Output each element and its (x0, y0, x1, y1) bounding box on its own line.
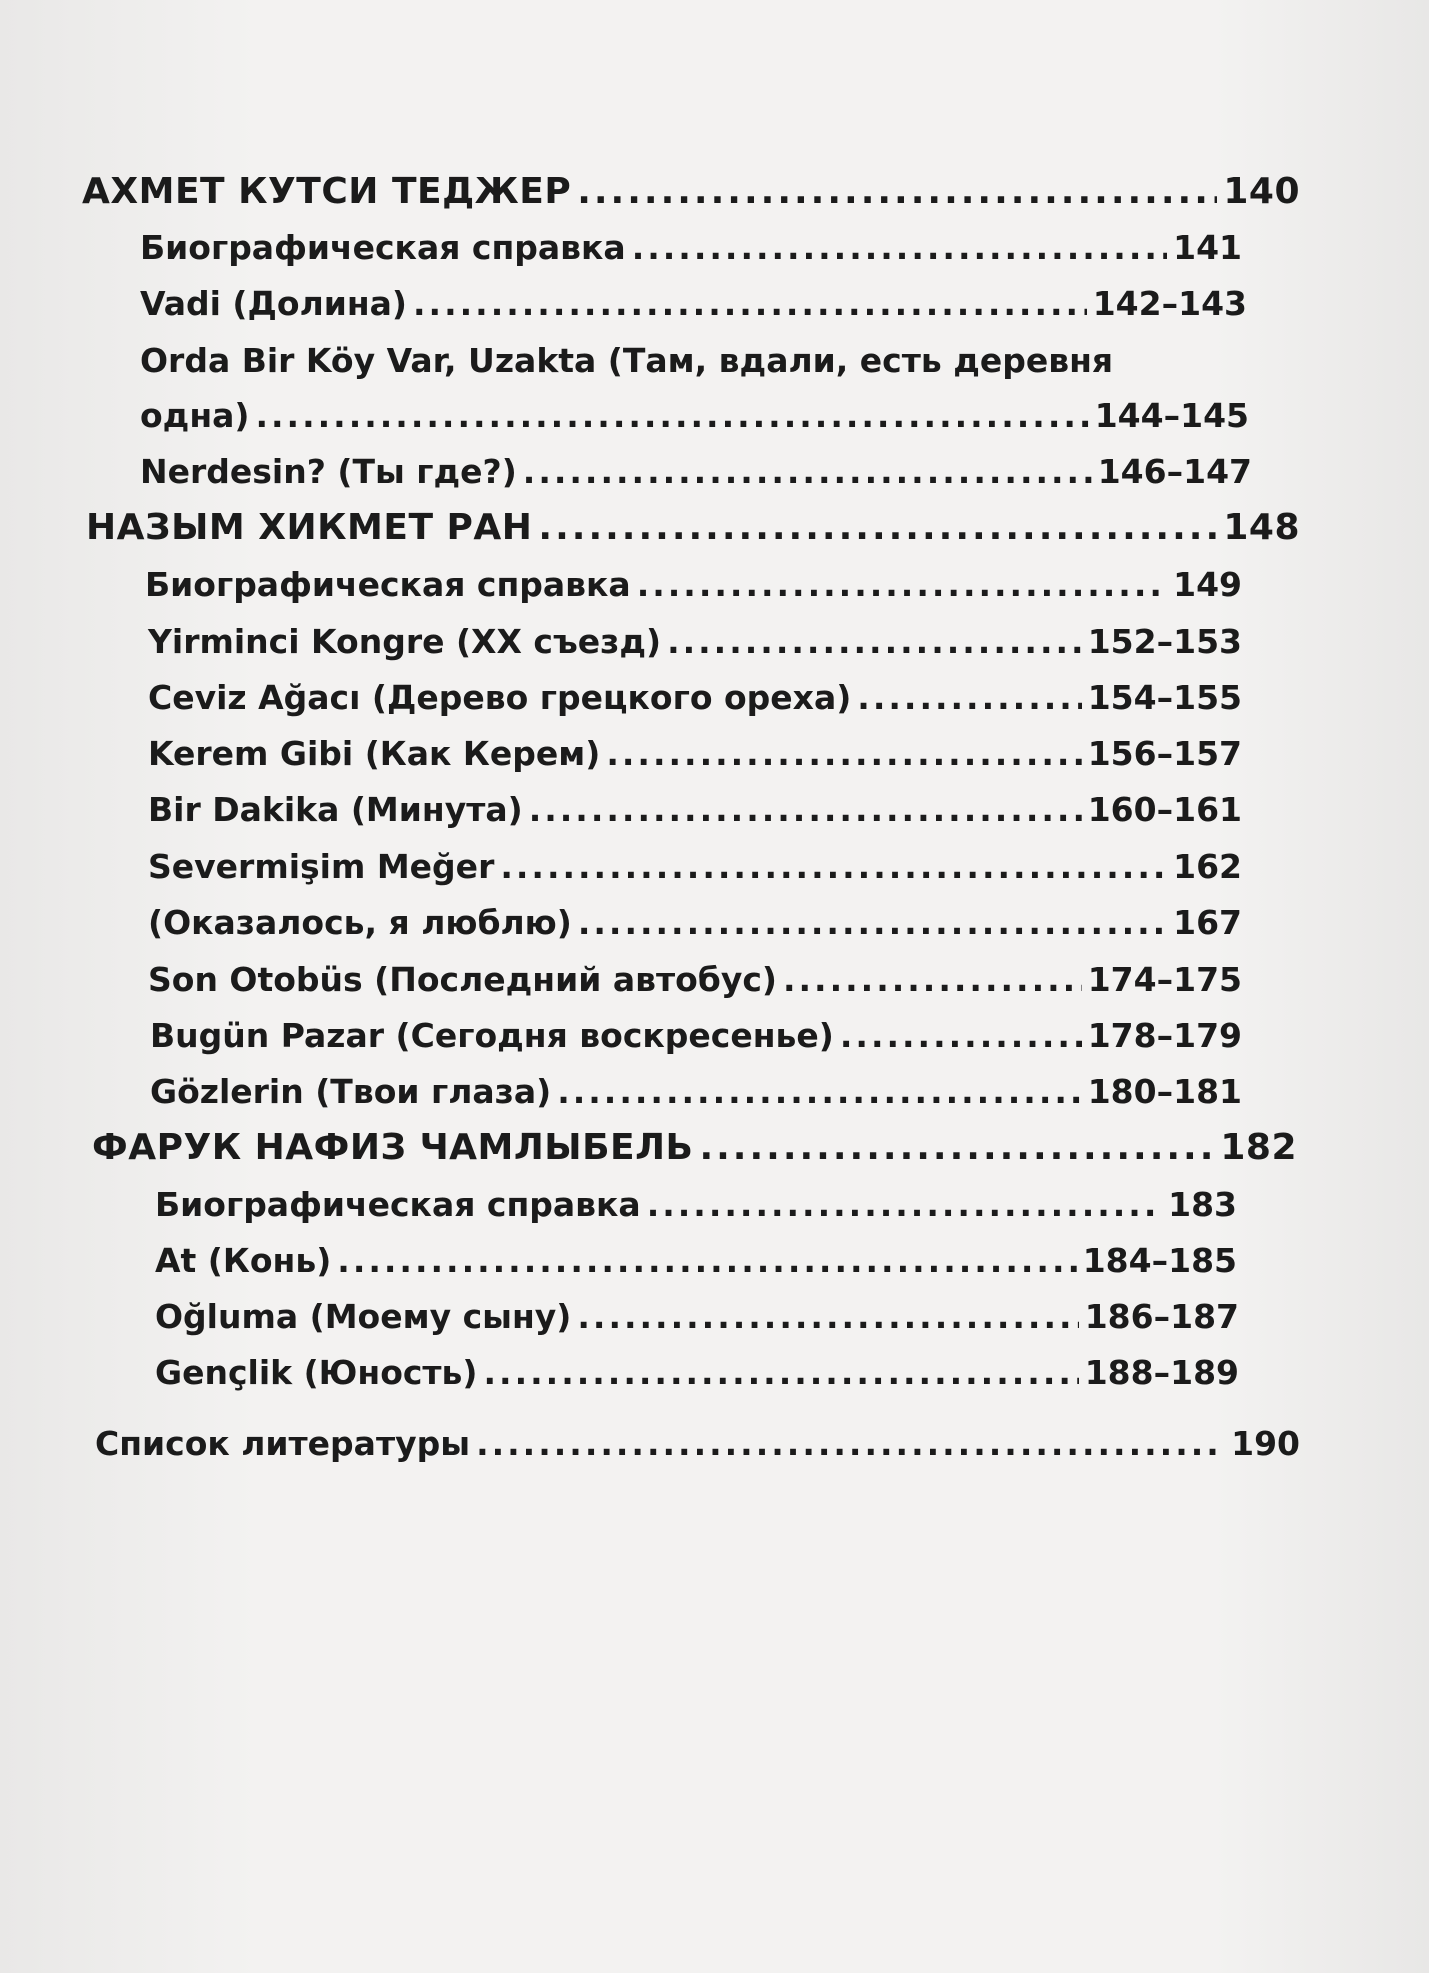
toc-dot-leader (637, 565, 1167, 605)
toc-entry (150, 1072, 1242, 1112)
toc-entry-title: Gençlik (Юность) (155, 1353, 478, 1392)
toc-dot-leader (523, 452, 1092, 492)
toc-entry-title: Список литературы (95, 1424, 471, 1463)
toc-entry-title: НАЗЫМ ХИКМЕТ РАН (86, 507, 533, 548)
toc-entry-title: At (Конь) (155, 1241, 332, 1280)
toc-entry (140, 228, 1242, 268)
toc-entry (140, 341, 1113, 381)
toc-entry-title: Vadi (Долина) (140, 284, 408, 323)
toc-entry (148, 734, 1242, 774)
toc-entry (148, 790, 1242, 830)
toc-entry-title: Биографическая справка (145, 565, 631, 604)
toc-entry-title: Nerdesin? (Ты где?) (140, 452, 517, 491)
toc-dot-leader (632, 228, 1167, 268)
toc-page-number: 154–155 (1087, 678, 1242, 717)
toc-dot-leader (529, 790, 1082, 830)
toc-entry (140, 452, 1252, 492)
toc-dot-leader (337, 1241, 1076, 1281)
toc-section-heading (86, 508, 1300, 548)
toc-entry-title: Ceviz Ağacı (Дерево грецкого ореха) (148, 678, 852, 717)
toc-page-number: 190 (1231, 1424, 1300, 1463)
toc-entry (155, 1353, 1239, 1393)
toc-entry-title: Bir Dakika (Минута) (148, 790, 523, 829)
toc-entry (140, 284, 1247, 324)
toc-page-number: 184–185 (1082, 1241, 1237, 1280)
toc-page-number: 183 (1168, 1185, 1237, 1224)
toc-page-number: 140 (1223, 171, 1300, 212)
toc-page-number: 180–181 (1087, 1072, 1242, 1111)
toc-entry-title: АХМЕТ КУТСИ ТЕДЖЕР (82, 171, 572, 212)
toc-dot-leader (577, 1297, 1078, 1337)
toc-entry (148, 622, 1242, 662)
toc-dot-leader (557, 1072, 1082, 1112)
toc-entry (140, 396, 1249, 436)
toc-page-number: 167 (1173, 903, 1242, 942)
toc-entry-title: Kerem Gibi (Как Керем) (148, 734, 601, 773)
toc-page-number: 156–157 (1087, 734, 1242, 773)
bleed-through-text (80, 560, 1320, 561)
toc-dot-leader (857, 678, 1081, 718)
toc-entry-title: Orda Bir Köy Var, Uzakta (Там, вдали, есть деревня (140, 341, 1114, 380)
toc-entry-title: Yirminci Kongre (XX съезд) (148, 622, 662, 661)
toc-page-number: 160–161 (1087, 790, 1242, 829)
toc-page-number: 149 (1173, 565, 1242, 604)
toc-dot-leader (578, 903, 1167, 943)
toc-entry-title: Bugün Pazar (Сегодня воскресенье) (150, 1016, 834, 1055)
toc-entry (155, 1241, 1237, 1281)
toc-entry (148, 903, 1242, 943)
toc-dot-leader (783, 960, 1082, 1000)
toc-dot-leader (476, 1424, 1225, 1464)
toc-page-number: 142–143 (1092, 284, 1247, 323)
toc-dot-leader (840, 1016, 1082, 1056)
toc-entry (155, 1297, 1239, 1337)
toc-entry-title: одна) (140, 396, 250, 435)
toc-dot-leader (413, 284, 1087, 324)
toc-dot-leader (484, 1353, 1079, 1393)
toc-entry-title: ФАРУК НАФИЗ ЧАМЛЫБЕЛЬ (92, 1127, 694, 1168)
toc-entry-title: Gözlerin (Твои глаза) (150, 1072, 552, 1111)
toc-entry (148, 847, 1242, 887)
toc-dot-leader (647, 1185, 1162, 1225)
toc-page-number: 186–187 (1084, 1297, 1239, 1336)
toc-dot-leader (699, 1128, 1214, 1168)
toc-entry (145, 565, 1242, 605)
toc-section-heading (82, 172, 1300, 212)
toc-dot-leader (500, 847, 1167, 887)
toc-entry (155, 1185, 1237, 1225)
toc-dot-leader (255, 396, 1088, 436)
toc-page-number: 144–145 (1094, 396, 1249, 435)
toc-page-number: 141 (1173, 228, 1242, 267)
toc-page-number: 162 (1173, 847, 1242, 886)
toc-page-number: 146–147 (1097, 452, 1252, 491)
toc-entry-title: Биографическая справка (140, 228, 626, 267)
toc-entry (150, 1016, 1242, 1056)
toc-section-heading (92, 1128, 1297, 1168)
toc-page-number: 178–179 (1087, 1016, 1242, 1055)
toc-entry-title: Son Otobüs (Последний автобус) (148, 960, 777, 999)
toc-page-number: 182 (1220, 1127, 1297, 1168)
toc-page-number: 148 (1223, 507, 1300, 548)
toc-entry-title: Oğluma (Моему сыну) (155, 1297, 572, 1336)
toc-entry (148, 960, 1242, 1000)
toc-dot-leader (667, 622, 1082, 662)
toc-page-number: 188–189 (1084, 1353, 1239, 1392)
toc-page-number: 152–153 (1087, 622, 1242, 661)
toc-dot-leader (577, 172, 1217, 212)
toc-entry-title: Биографическая справка (155, 1185, 641, 1224)
toc-dot-leader (606, 734, 1081, 774)
toc-page-number: 174–175 (1087, 960, 1242, 999)
toc-entry-title: (Оказалось, я люблю) (148, 903, 572, 942)
toc-dot-leader (538, 508, 1217, 548)
toc-entry (148, 678, 1242, 718)
toc-entry-title: Severmişim Meğer (148, 847, 495, 886)
toc-entry (95, 1424, 1300, 1464)
